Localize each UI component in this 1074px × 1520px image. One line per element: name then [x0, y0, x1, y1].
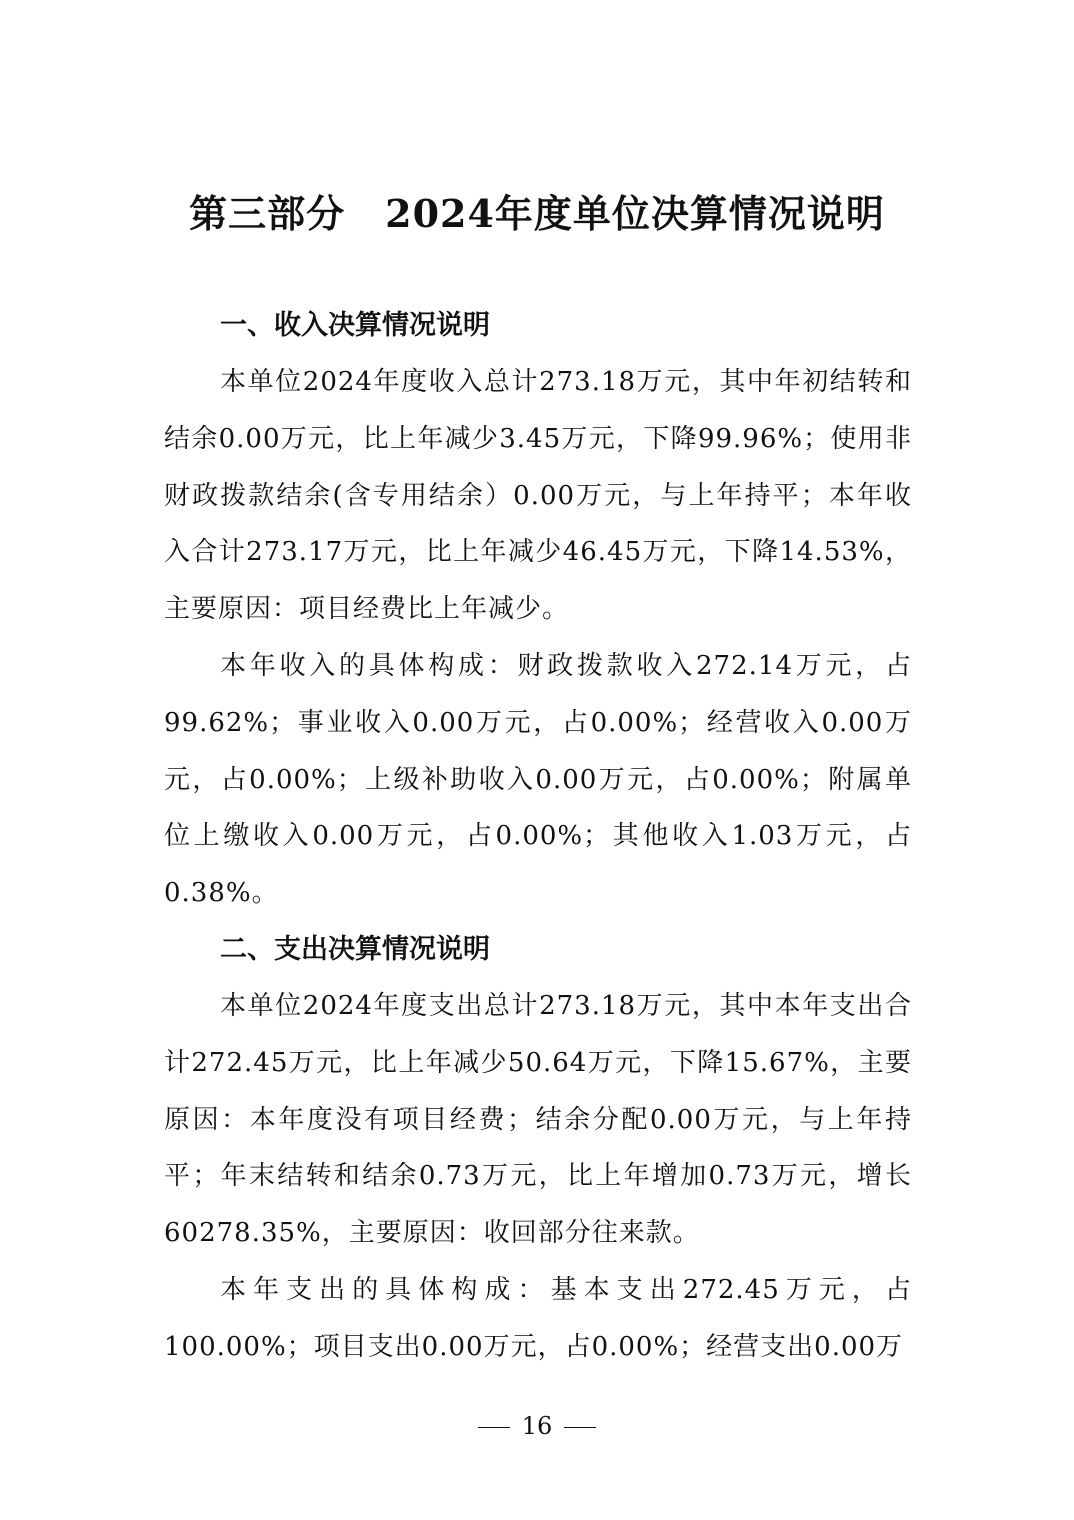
document-body — [164, 298, 912, 1376]
expenditure-summary-paragraph: 本单位2024年度支出总计273.18万元，其中本年支出合计272.45万元，比上年减少50.64万元，下降15.67%，主要原因：本年度没有项目经费；结余分配0.00万元，与上年持平；年末结转和结余0.73万元，比上年增加0.73万元，增长60278.35%，主要原因：收回部分往来款。 — [164, 990, 912, 1249]
page-number: 16 — [521, 1412, 553, 1440]
page-title — [0, 186, 1074, 242]
title-part: 第三部分 — [189, 191, 346, 236]
section-heading-expenditure: 二、支出决算情况说明 — [220, 933, 490, 965]
footer-dash-left — [478, 1427, 510, 1428]
income-composition-paragraph: 本年收入的具体构成：财政拨款收入272.14万元，占99.62%；事业收入0.00万元，占0.00%；经营收入0.00万元，占0.00%；上级补助收入0.00万元，占0.00%；附属单位上缴收入0.00万元，占0.00%；其他收入1.03万元，占0.38%。 — [164, 650, 912, 909]
expenditure-composition-paragraph: 本年支出的具体构成：基本支出272.45万元，占100.00%；项目支出0.00万元，占0.00%；经营支出0.00万 — [164, 1274, 912, 1362]
section-heading-income: 一、收入决算情况说明 — [220, 310, 490, 341]
title-text: 2024年度单位决算情况说明 — [385, 191, 885, 236]
footer-dash-right — [564, 1427, 596, 1428]
page-footer — [0, 1408, 1074, 1444]
income-summary-paragraph: 本单位2024年度收入总计273.18万元，其中年初结转和结余0.00万元，比上年减少3.45万元，下降99.96%；使用非财政拨款结余(含专用结余）0.00万元，与上年持平；本年收入合计273.17万元，比上年减少46.45万元，下降14.53%，主要原因：项目经费比上年减少。 — [164, 367, 912, 625]
